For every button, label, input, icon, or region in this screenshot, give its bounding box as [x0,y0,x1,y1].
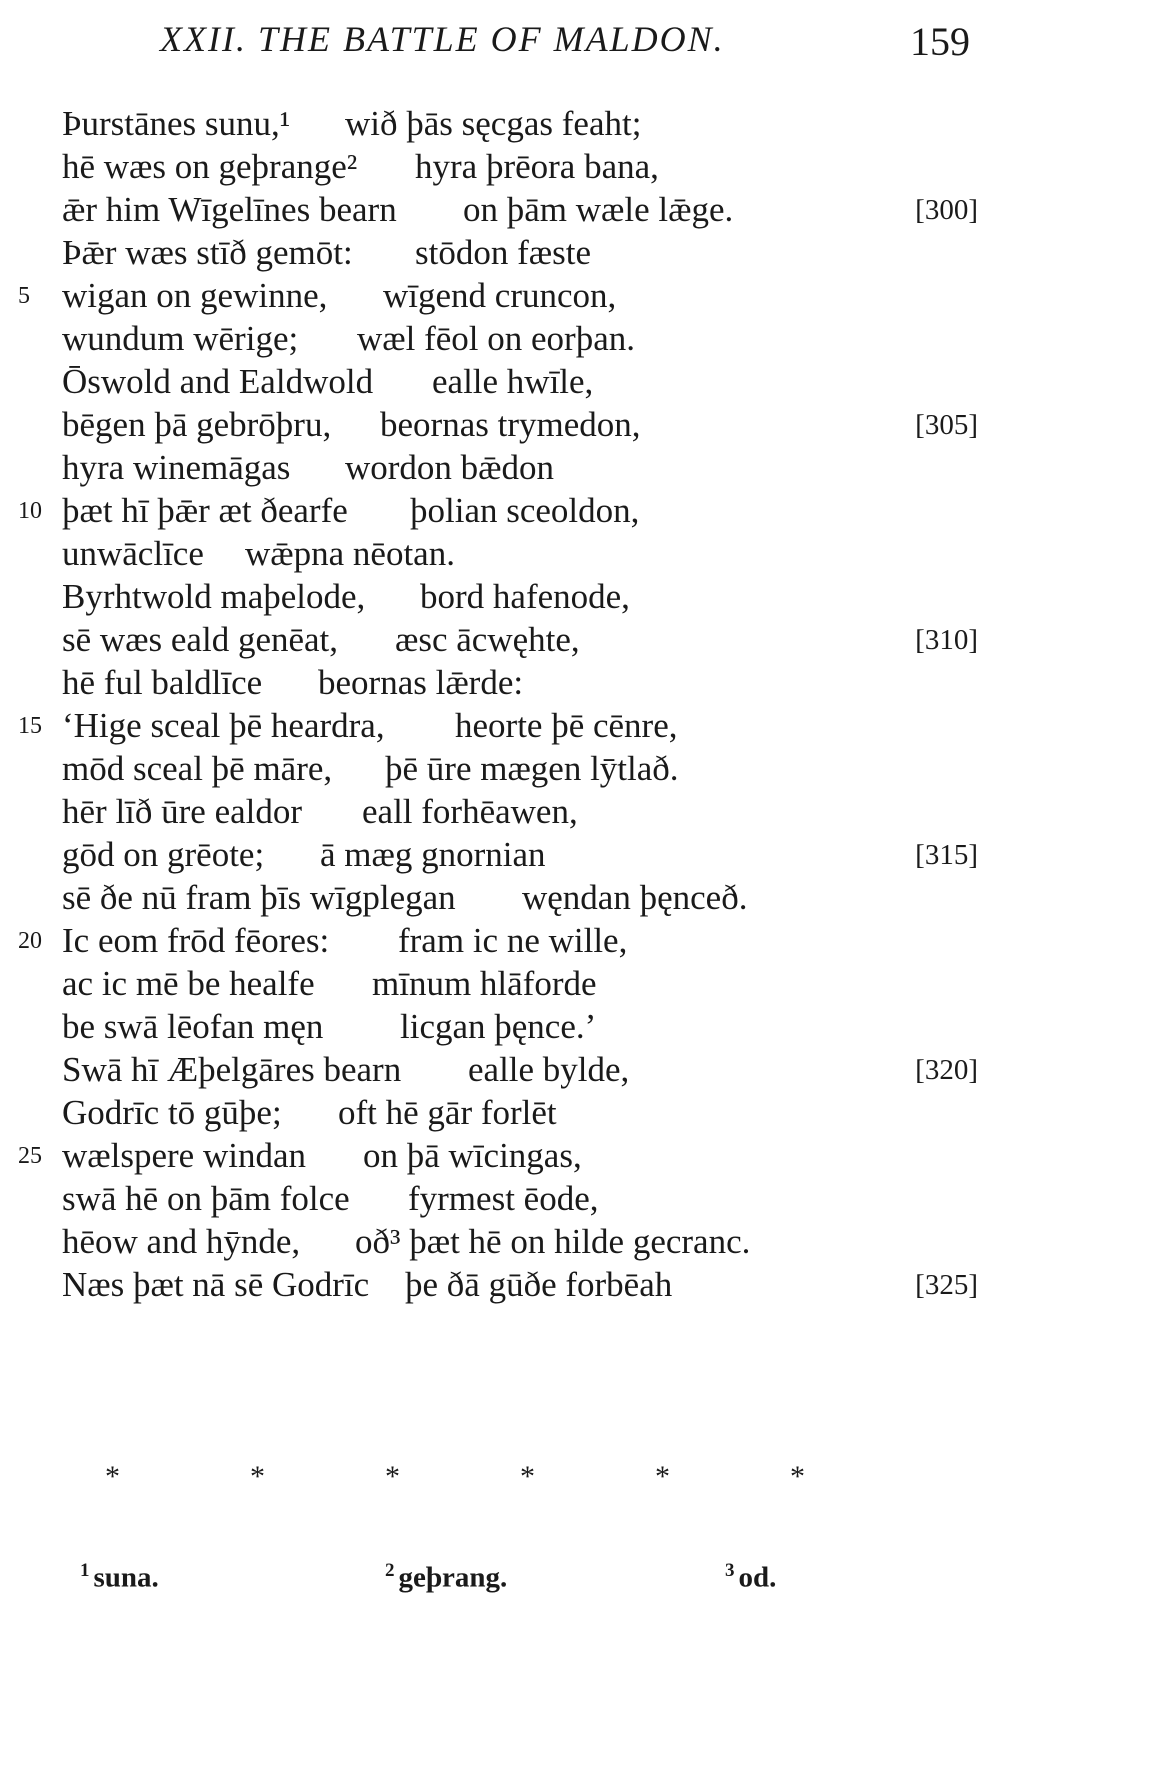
poem-line [0,917,1158,965]
first-half-line: Þǣr wæs stīð gemōt: [62,233,353,272]
second-half-line: wǣpna nēotan. [245,534,455,573]
ellipsis-star: * [105,1460,120,1493]
first-half-line: be swā lēofan męn [62,1007,324,1046]
first-half-line: unwāclīce [62,534,204,573]
second-half-line: oð³ þæt hē on hilde gecranc. [355,1222,751,1261]
first-half-line: ǣr him Wīgelīnes bearn [62,190,397,229]
first-half-line: Ic eom frōd fēores: [62,921,330,960]
poem-line [0,1261,1158,1309]
poem-line [0,874,1158,922]
first-half-line: Þurstānes sunu,¹ [62,104,291,143]
poem-line [0,960,1158,1008]
second-half-line: þē ūre mægen lȳtlað. [385,749,679,788]
first-half-line: bēgen þā gebrōþru, [62,405,332,444]
second-half-line: eall forhēawen, [362,792,578,831]
first-half-line: sē ðe nū fram þīs wīgplegan [62,878,456,917]
ellipsis-star: * [385,1460,400,1493]
first-half-line: hēow and hȳnde, [62,1222,301,1261]
poem-line [0,1003,1158,1051]
second-half-line: mīnum hlāforde [372,964,597,1003]
poem-line [0,487,1158,535]
running-head [0,18,1158,68]
poem-line [0,1175,1158,1223]
poem-line [0,1089,1158,1137]
line-number: 25 [18,1143,42,1169]
poem-line [0,659,1158,707]
second-half-line: heorte þē cēnre, [455,706,678,745]
poem-line [0,530,1158,578]
first-half-line: gōd on grēote; [62,835,265,874]
first-half-line: wigan on gewinne, [62,276,328,315]
first-half-line: hē wæs on geþrange² [62,147,358,186]
first-half-line: hēr līð ūre ealdor [62,792,303,831]
first-half-line: sē wæs eald genēat, [62,620,339,659]
verse-reference: [315] [915,839,978,871]
second-half-line: on þām wæle lǣge. [463,190,734,229]
first-half-line: Byrhtwold maþelode, [62,577,366,616]
line-number: 15 [18,713,42,739]
poem-line [0,573,1158,621]
second-half-line: þolian sceoldon, [410,491,640,530]
second-half-line: ealle bylde, [468,1050,630,1089]
poem-line [0,745,1158,793]
second-half-line: ealle hwīle, [432,362,594,401]
poem-line [0,229,1158,277]
first-half-line: ac ic mē be healfe [62,964,315,1003]
first-half-line: hē ful baldlīce [62,663,263,702]
second-half-line: ā mæg gnornian [320,835,546,874]
ellipsis-star: * [520,1460,535,1493]
ellipsis-star: * [250,1460,265,1493]
first-half-line: Ōswold and Ealdwold [62,362,374,401]
second-half-line: beornas lǣrde: [318,663,524,702]
second-half-line: wið þās sęcgas feaht; [345,104,642,143]
poem-line [0,616,1158,664]
line-number: 20 [18,928,42,954]
second-half-line: wordon bǣdon [345,448,555,487]
first-half-line: Swā hī Æþelgāres bearn [62,1050,402,1089]
chapter-title: XXII. THE BATTLE OF MALDON. [160,19,725,59]
second-half-line: wæl fēol on eorþan. [357,319,635,358]
poem-line [0,143,1158,191]
poem-line [0,358,1158,406]
ellipsis-star: * [655,1460,670,1493]
poem-line [0,831,1158,879]
first-half-line: Godrīc tō gūþe; [62,1093,282,1132]
second-half-line: bord hafenode, [420,577,630,616]
second-half-line: wīgend cruncon, [383,276,617,315]
poem-line [0,100,1158,148]
ellipsis-star: * [790,1460,805,1493]
verse-reference: [320] [915,1054,978,1086]
first-half-line: ‘Hige sceal þē heardra, [62,706,385,745]
ellipsis-stars [0,1460,1158,1500]
poem-line [0,1046,1158,1094]
poem-line [0,788,1158,836]
second-half-line: þe ðā gūðe forbēah [405,1265,673,1304]
first-half-line: Næs þæt nā sē Godrīc [62,1265,370,1304]
poem-line [0,186,1158,234]
second-half-line: fram ic ne wille, [398,921,628,960]
poem-line [0,444,1158,492]
footnote-3: $^3$ od. [725,1560,777,1594]
second-half-line: hyra þrēora bana, [415,147,659,186]
second-half-line: stōdon fæste [415,233,591,272]
first-half-line: swā hē on þām folce [62,1179,350,1218]
verse-reference: [300] [915,194,978,226]
line-number: 5 [18,283,30,309]
second-half-line: æsc ācwęhte, [395,620,580,659]
first-half-line: þæt hī þǣr æt ðearfe [62,491,348,530]
second-half-line: fyrmest ēode, [408,1179,599,1218]
footnote-2: $^2$ geþrang. [385,1560,508,1594]
verse-reference: [325] [915,1269,978,1301]
poem-line [0,315,1158,363]
second-half-line: oft hē gār forlēt [338,1093,557,1132]
second-half-line: on þā wīcingas, [363,1136,582,1175]
first-half-line: hyra winemāgas [62,448,291,487]
first-half-line: mōd sceal þē māre, [62,749,333,788]
line-number: 10 [18,498,42,524]
poem-line [0,1218,1158,1266]
first-half-line: wundum wērige; [62,319,299,358]
poem-line [0,272,1158,320]
second-half-line: beornas trymedon, [380,405,641,444]
first-half-line: wælspere windan [62,1136,306,1175]
verse-reference: [305] [915,409,978,441]
verse-reference: [310] [915,624,978,656]
footnote-1: $^1$ suna. [80,1560,159,1594]
poem-line [0,1132,1158,1180]
poem-line [0,702,1158,750]
poem-line [0,401,1158,449]
second-half-line: licgan þęnce.’ [400,1007,597,1046]
page-number: 159 [910,19,970,64]
second-half-line: węndan þęnceð. [522,878,748,917]
footnotes [0,1560,1158,1600]
